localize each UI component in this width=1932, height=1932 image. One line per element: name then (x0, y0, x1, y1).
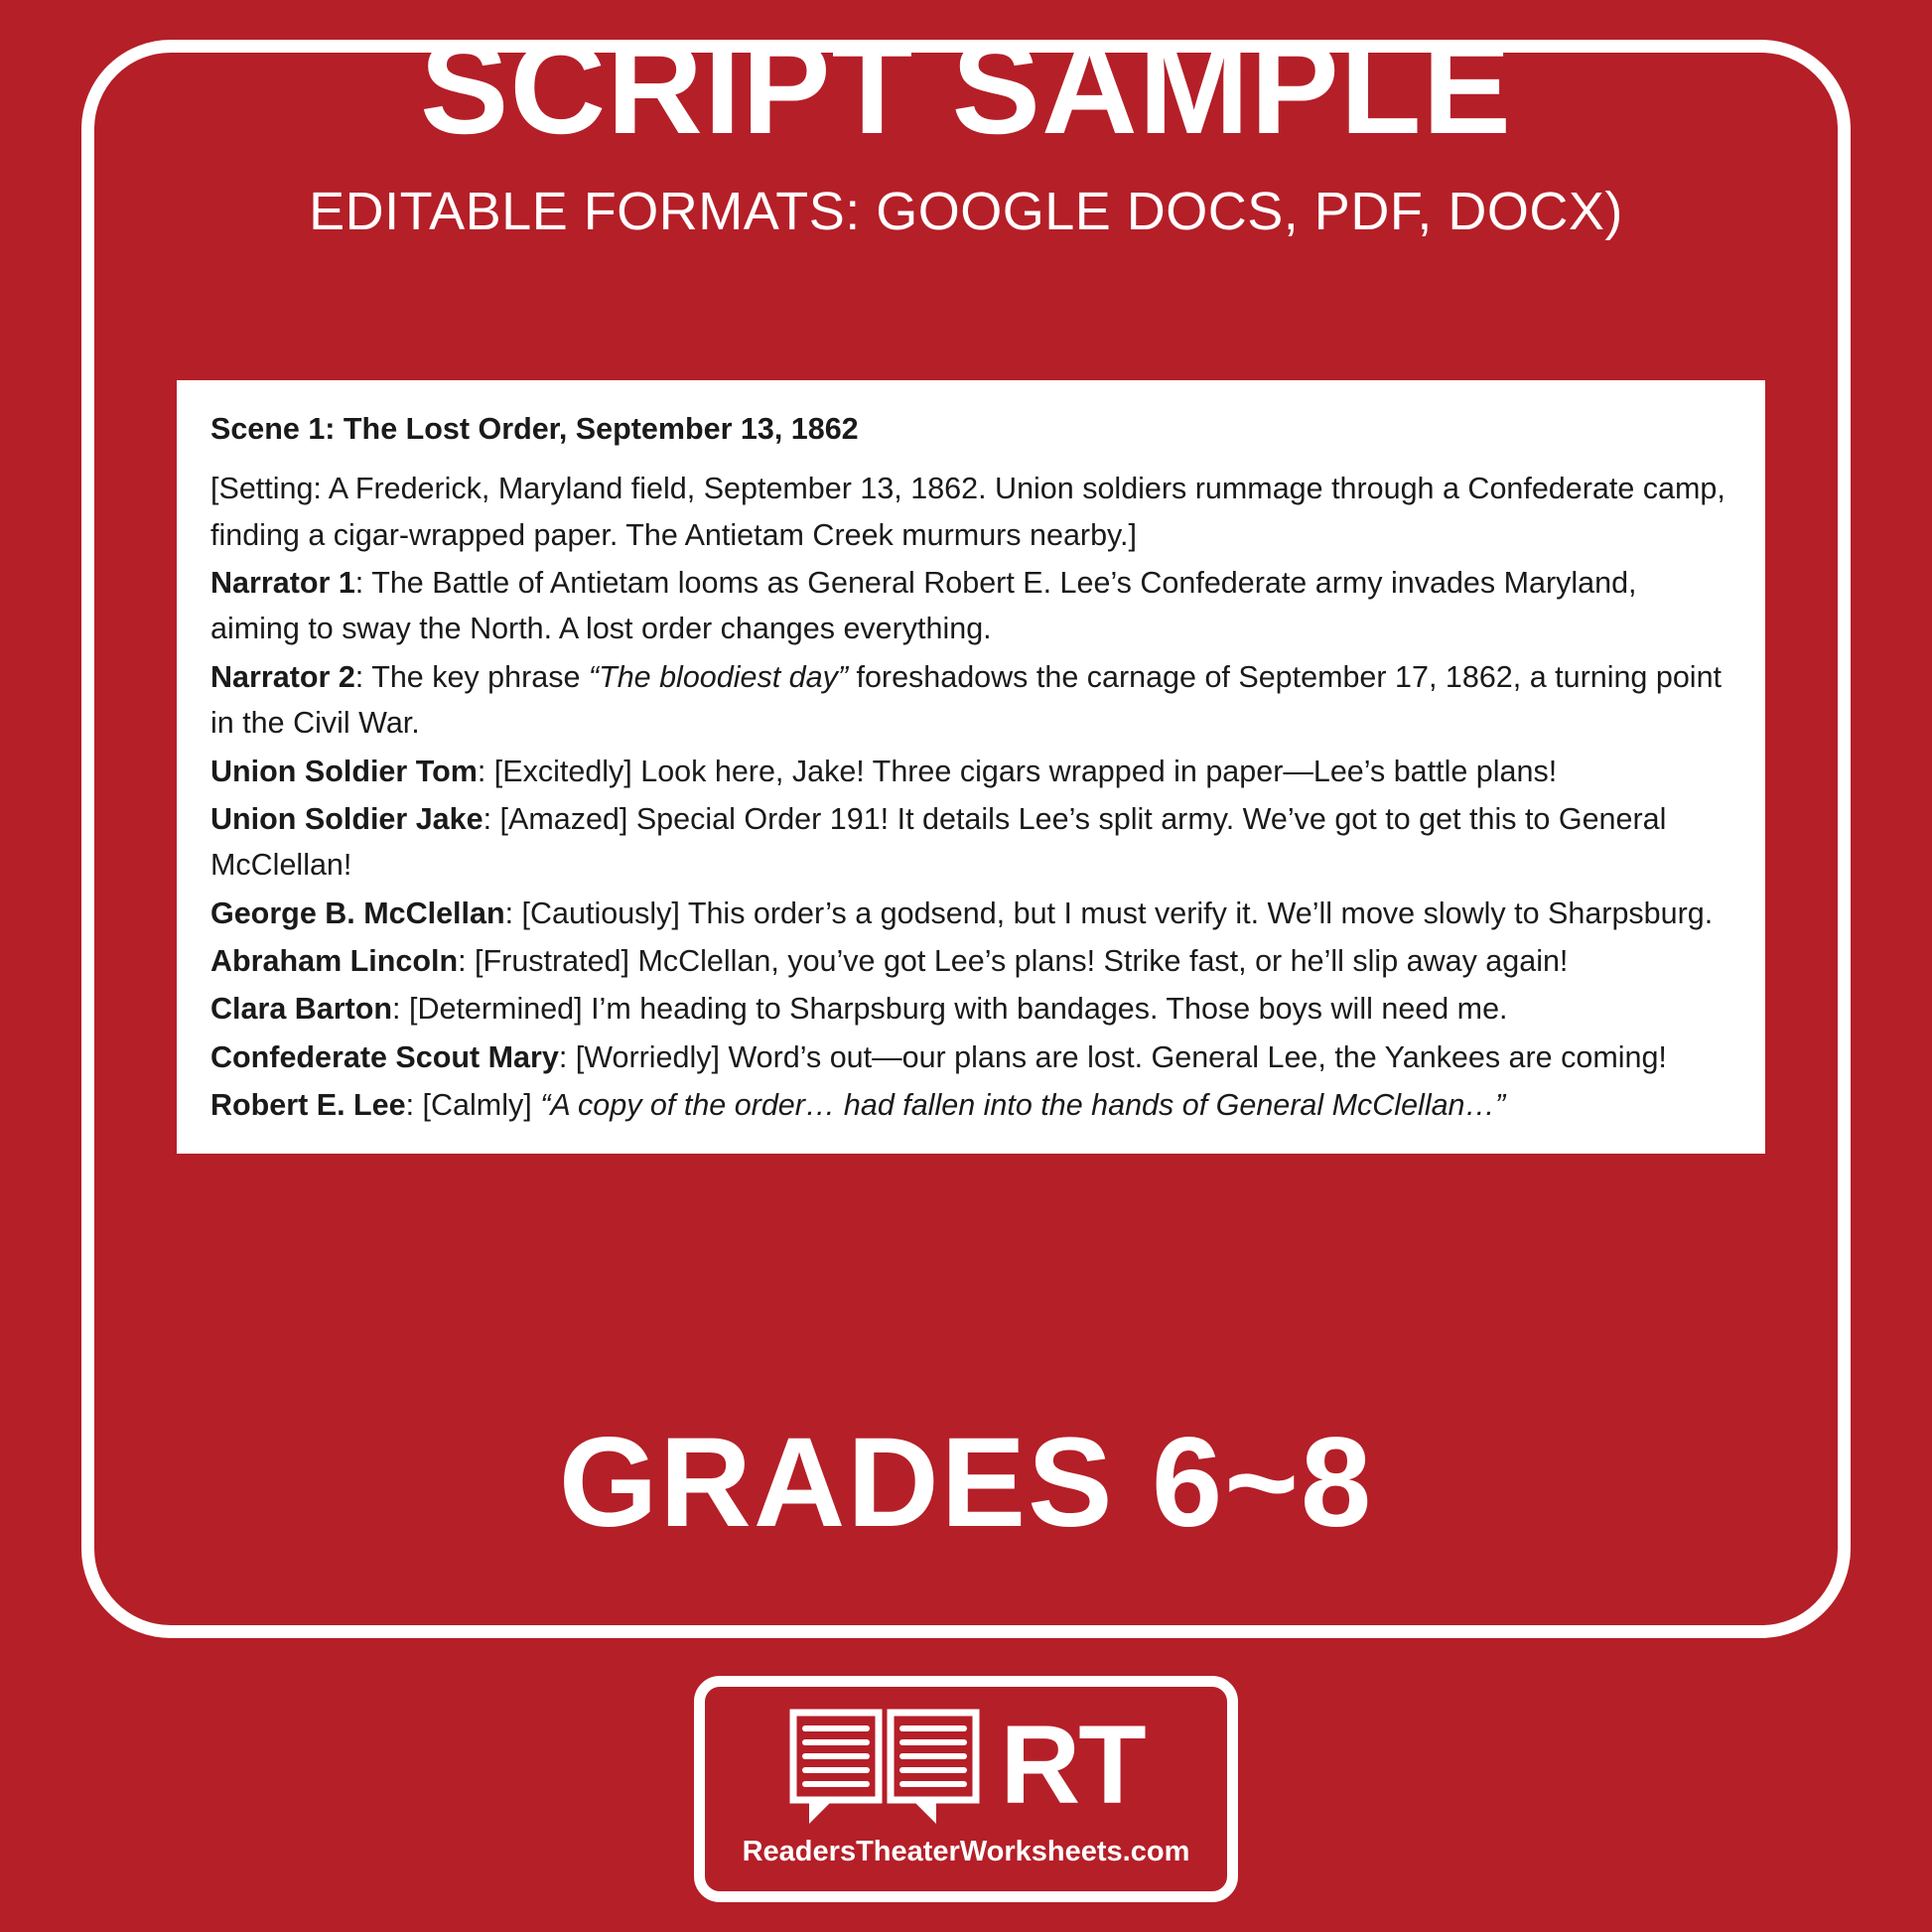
speaker-name: Union Soldier Tom (210, 754, 478, 788)
line-text: : [Amazed] Special Order 191! It details Lee’s split army. We’ve got to get this to General McClellan! (210, 801, 1667, 883)
header-subtitle: EDITABLE FORMATS: GOOGLE DOCS, PDF, DOCX) (309, 182, 1623, 241)
scene-setting: [Setting: A Frederick, Maryland field, September 13, 1862. Union soldiers rummage through a Confederate camp, finding a cigar-wrapped paper. The Antietam Creek murmurs nearby.] (210, 472, 1725, 552)
speaker-name: Union Soldier Jake (210, 801, 483, 836)
script-line (210, 654, 1731, 747)
brand-logo (694, 1676, 1238, 1902)
line-text-italic: “A copy of the order… had fallen into the hands of General McClellan…” (540, 1088, 1506, 1123)
header (0, 14, 1932, 242)
line-text: : [Frustrated] McClellan, you’ve got Lee’s plans! Strike fast, or he’ll slip away again! (458, 943, 1569, 978)
speaker-name: Narrator 1 (210, 566, 355, 601)
script-line (210, 560, 1731, 652)
logo-initials: RT (1000, 1703, 1145, 1828)
speaker-name: Confederate Scout Mary (210, 1039, 559, 1074)
speaker-name: Clara Barton (210, 992, 393, 1027)
speaker-name: Robert E. Lee (210, 1088, 406, 1123)
speaker-name: George B. McClellan (210, 896, 505, 930)
page-title: SCRIPT SAMPLE (420, 14, 1512, 162)
script-line (210, 749, 1731, 794)
line-text-after: foreshadows the carnage of September 17, 1862, a turning point in the Civil War. (210, 659, 1723, 741)
line-text: : The Battle of Antietam looms as General Robert E. Lee’s Confederate army invades Maryland, aiming to sway the North. A lost order changes everything. (210, 566, 1637, 646)
grade-level-label: GRADES 6~8 (558, 1412, 1374, 1554)
line-text: : [Worriedly] Word’s out—our plans are lost. General Lee, the Yankees are coming! (558, 1039, 1667, 1074)
script-line (210, 796, 1731, 889)
script-line (210, 986, 1731, 1032)
script-card (177, 380, 1765, 1154)
line-text: : [Excitedly] Look here, Jake! Three cigars wrapped in paper—Lee’s battle plans! (477, 754, 1558, 788)
speaker-name: Abraham Lincoln (210, 943, 459, 978)
scene-heading: Scene 1: The Lost Order, September 13, 1862 (210, 412, 859, 446)
script-line (210, 1082, 1731, 1128)
script-line (210, 1035, 1731, 1080)
open-book-icon (787, 1705, 982, 1828)
line-text-before: : The key phrase (354, 659, 589, 694)
line-text: : [Cautiously] This order’s a godsend, but I must verify it. We’ll move slowly to Sharpsburg. (504, 896, 1714, 930)
script-line (210, 938, 1731, 984)
line-text: : [Determined] I’m heading to Sharpsburg with bandages. Those boys will need me. (392, 992, 1508, 1027)
speaker-name: Narrator 2 (210, 659, 355, 694)
line-text-before: : [Calmly] (405, 1088, 541, 1123)
line-text-italic: “The bloodiest day” (588, 659, 848, 694)
script-line (210, 891, 1731, 936)
logo-website-url: ReadersTheaterWorksheets.com (742, 1835, 1190, 1867)
